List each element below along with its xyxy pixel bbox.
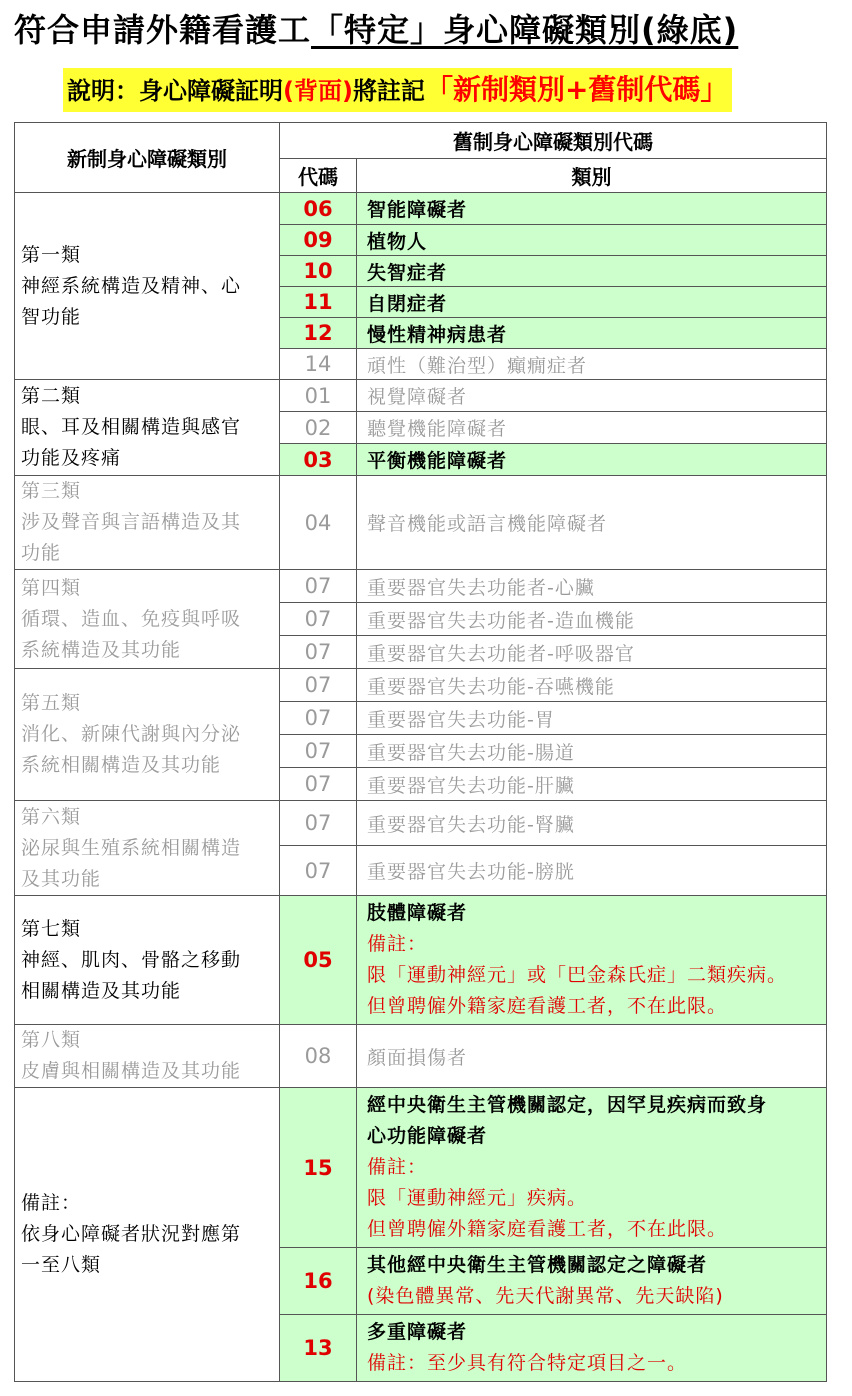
desc-cell: 重要器官失去功能-吞嚥機能 xyxy=(357,669,827,702)
code-cell: 06 xyxy=(280,193,357,225)
desc-cell xyxy=(357,1248,827,1315)
code-cell: 04 xyxy=(280,476,357,570)
category-6-line-1: 第六類 xyxy=(21,805,82,828)
category-2-line-3: 功能及疼痛 xyxy=(21,447,122,469)
page-title xyxy=(14,8,738,52)
category-notes-line-3: 一至八類 xyxy=(21,1254,102,1276)
code-cell: 10 xyxy=(280,256,357,287)
category-7 xyxy=(15,896,280,1025)
category-5-line-3: 系統相關構造及其功能 xyxy=(21,754,222,776)
desc-cell: 重要器官失去功能-胃 xyxy=(357,702,827,735)
subtitle-part-1: 說明：身心障礙証明 xyxy=(67,77,283,105)
category-3-line-3: 功能 xyxy=(21,542,62,564)
subtitle-part-3: 將註記 xyxy=(352,77,425,105)
desc-cell: 顏面損傷者 xyxy=(357,1025,827,1088)
category-8-line-1: 第八類 xyxy=(21,1029,82,1051)
desc-cell: 慢性精神病患者 xyxy=(357,318,827,349)
category-4-line-1: 第四類 xyxy=(21,576,82,599)
desc-main: 肢體障礙者 xyxy=(367,902,468,924)
desc-cell: 失智症者 xyxy=(357,256,827,287)
desc-cell: 自閉症者 xyxy=(357,287,827,318)
category-1 xyxy=(15,193,280,380)
category-notes-line-2: 依身心障礙者狀況對應第 xyxy=(21,1223,242,1245)
desc-cell: 重要器官失去功能者-心臟 xyxy=(357,570,827,603)
category-5-line-1: 第五類 xyxy=(21,692,82,714)
category-6-line-3: 及其功能 xyxy=(21,867,102,890)
category-2 xyxy=(15,380,280,476)
code-cell: 07 xyxy=(280,768,357,801)
desc-cell: 聲音機能或語言機能障礙者 xyxy=(357,476,827,570)
code-cell: 16 xyxy=(280,1248,357,1315)
category-7-line-1: 第七類 xyxy=(21,917,82,940)
header-category: 類別 xyxy=(357,159,827,193)
code-cell: 07 xyxy=(280,570,357,603)
code-cell: 15 xyxy=(280,1088,357,1248)
code-cell: 07 xyxy=(280,603,357,636)
subtitle-part-4: 「新制類別+舊制代碼」 xyxy=(424,73,729,106)
subtitle-part-2: (背面) xyxy=(283,77,353,105)
desc-note: 備註： xyxy=(367,1156,428,1178)
category-6 xyxy=(15,801,280,896)
category-4-line-2: 循環、造血、免疫與呼吸 xyxy=(21,607,242,630)
desc-cell: 植物人 xyxy=(357,225,827,256)
code-cell: 09 xyxy=(280,225,357,256)
desc-main: 經中央衛生主管機關認定，因罕見疾病而致身 xyxy=(367,1094,768,1116)
desc-note: 備註：至少具有符合特定項目之一。 xyxy=(367,1352,688,1374)
desc-cell: 重要器官失去功能-腸道 xyxy=(357,735,827,768)
subtitle-banner xyxy=(63,68,732,112)
code-cell: 14 xyxy=(280,349,357,380)
code-cell: 12 xyxy=(280,318,357,349)
desc-main: 多重障礙者 xyxy=(367,1321,468,1343)
header-new-category: 新制身心障礙類別 xyxy=(15,123,280,193)
desc-main: 心功能障礙者 xyxy=(367,1125,488,1147)
desc-note: 限「運動神經元」疾病。 xyxy=(367,1187,588,1209)
desc-cell: 重要器官失去功能-腎臟 xyxy=(357,801,827,846)
code-cell: 07 xyxy=(280,735,357,768)
code-cell: 08 xyxy=(280,1025,357,1088)
code-cell: 07 xyxy=(280,669,357,702)
code-cell: 11 xyxy=(280,287,357,318)
desc-cell: 重要器官失去功能者-造血機能 xyxy=(357,603,827,636)
header-old-code-group: 舊制身心障礙類別代碼 xyxy=(280,123,827,159)
category-1-line-2: 神經系統構造及精神、心 xyxy=(21,274,242,297)
category-8-line-2: 皮膚與相關構造及其功能 xyxy=(21,1060,242,1082)
code-cell: 03 xyxy=(280,444,357,476)
code-cell: 01 xyxy=(280,380,357,412)
category-1-line-3: 智功能 xyxy=(21,305,82,328)
desc-note: 但曾聘僱外籍家庭看護工者，不在此限。 xyxy=(367,1218,728,1240)
header-code: 代碼 xyxy=(280,159,357,193)
category-1-line-1: 第一類 xyxy=(21,243,82,266)
disability-category-table xyxy=(14,122,827,1382)
code-cell: 02 xyxy=(280,412,357,444)
desc-note: 限「運動神經元」或「巴金森氏症」二類疾病。 xyxy=(367,964,788,986)
desc-cell: 視覺障礙者 xyxy=(357,380,827,412)
desc-cell: 平衡機能障礙者 xyxy=(357,444,827,476)
desc-cell: 重要器官失去功能-膀胱 xyxy=(357,846,827,896)
desc-cell xyxy=(357,1315,827,1382)
desc-note: 備註： xyxy=(367,933,428,955)
desc-cell: 重要器官失去功能者-呼吸器官 xyxy=(357,636,827,669)
desc-cell xyxy=(357,1088,827,1248)
desc-cell xyxy=(357,896,827,1025)
category-notes xyxy=(15,1088,280,1382)
title-underlined: 「特定」身心障礙類別(綠底) xyxy=(311,11,739,49)
code-cell: 07 xyxy=(280,846,357,896)
desc-cell: 頑性（難治型）癲癇症者 xyxy=(357,349,827,380)
category-8 xyxy=(15,1025,280,1088)
category-notes-line-1: 備註： xyxy=(21,1192,82,1214)
category-5-line-2: 消化、新陳代謝與內分泌 xyxy=(21,723,242,745)
title-prefix: 符合申請外籍看護工 xyxy=(14,11,312,49)
code-cell: 07 xyxy=(280,801,357,846)
category-3 xyxy=(15,476,280,570)
desc-main: 其他經中央衛生主管機關認定之障礙者 xyxy=(367,1254,708,1276)
category-4-line-3: 系統構造及其功能 xyxy=(21,638,182,661)
desc-cell: 重要器官失去功能-肝臟 xyxy=(357,768,827,801)
category-4 xyxy=(15,570,280,669)
desc-note: 但曾聘僱外籍家庭看護工者，不在此限。 xyxy=(367,995,728,1017)
category-7-line-2: 神經、肌肉、骨骼之移動 xyxy=(21,948,242,971)
category-6-line-2: 泌尿與生殖系統相關構造 xyxy=(21,836,242,859)
category-7-line-3: 相關構造及其功能 xyxy=(21,979,182,1002)
desc-cell: 智能障礙者 xyxy=(357,193,827,225)
category-2-line-2: 眼、耳及相關構造與感官 xyxy=(21,416,242,438)
category-3-line-2: 涉及聲音與言語構造及其 xyxy=(21,511,242,533)
code-cell: 13 xyxy=(280,1315,357,1382)
desc-note: (染色體異常、先天代謝異常、先天缺陷) xyxy=(367,1285,724,1307)
code-cell: 07 xyxy=(280,702,357,735)
category-3-line-1: 第三類 xyxy=(21,480,82,502)
category-5 xyxy=(15,669,280,801)
category-2-line-1: 第二類 xyxy=(21,385,82,407)
code-cell: 07 xyxy=(280,636,357,669)
desc-cell: 聽覺機能障礙者 xyxy=(357,412,827,444)
code-cell: 05 xyxy=(280,896,357,1025)
